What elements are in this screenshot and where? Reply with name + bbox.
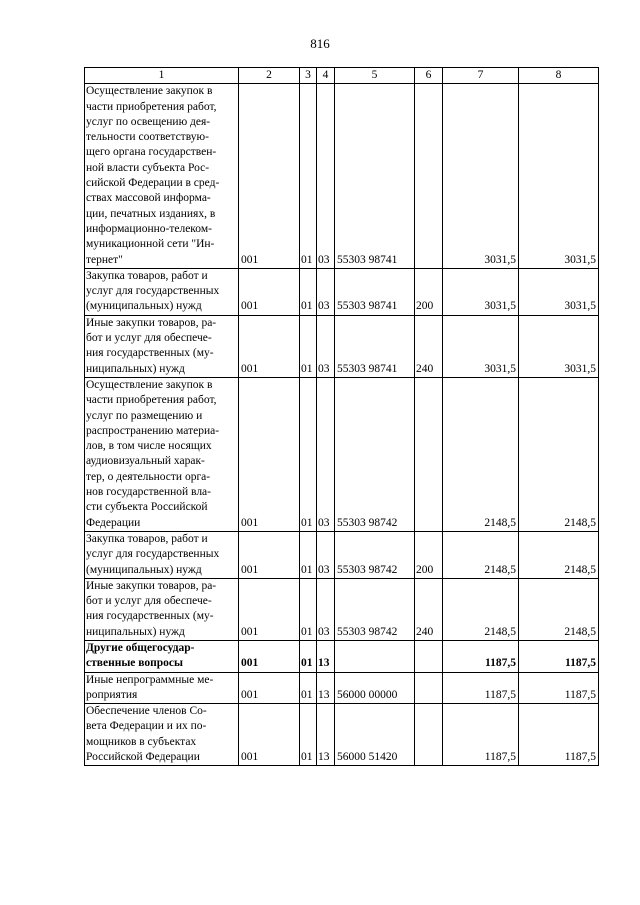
- section-cell: 01: [300, 640, 317, 672]
- section-cell: 01: [300, 578, 317, 640]
- name-cell: Иные закупки товаров, ра- бот и услуг для обеспече- ния государственных (му- ниципальных) нужд: [85, 578, 239, 640]
- amount-total-cell: 2148,5: [519, 531, 599, 578]
- target-article-cell: 56000 00000: [335, 672, 415, 704]
- table-row: [85, 531, 599, 578]
- name-cell: Закупка товаров, работ и услуг для государственных (муниципальных) нужд: [85, 531, 239, 578]
- amount-cell: 2148,5: [443, 578, 519, 640]
- target-article-cell: 55303 98741: [335, 315, 415, 377]
- amount-cell: 1187,5: [443, 704, 519, 766]
- target-article-cell: 56000 51420: [335, 704, 415, 766]
- target-article-cell: 55303 98741: [335, 84, 415, 269]
- amount-total-cell: 1187,5: [519, 640, 599, 672]
- section-cell: 01: [300, 672, 317, 704]
- header-col-8: 8: [519, 68, 599, 84]
- amount-cell: 3031,5: [443, 315, 519, 377]
- table-row: [85, 268, 599, 315]
- code-cell: 001: [239, 84, 300, 269]
- target-article-cell: [335, 640, 415, 672]
- table-row: [85, 315, 599, 377]
- expense-type-cell: [415, 377, 443, 531]
- amount-total-cell: 1187,5: [519, 672, 599, 704]
- subsection-cell: 03: [317, 531, 335, 578]
- code-cell: 001: [239, 268, 300, 315]
- amount-total-cell: 2148,5: [519, 578, 599, 640]
- name-cell: Закупка товаров, работ и услуг для государственных (муниципальных) нужд: [85, 268, 239, 315]
- amount-cell: 2148,5: [443, 531, 519, 578]
- expense-type-cell: 240: [415, 578, 443, 640]
- expense-type-cell: 240: [415, 315, 443, 377]
- header-col-7: 7: [443, 68, 519, 84]
- code-cell: 001: [239, 531, 300, 578]
- amount-cell: 1187,5: [443, 672, 519, 704]
- code-cell: 001: [239, 578, 300, 640]
- subsection-cell: 13: [317, 704, 335, 766]
- table-row: [85, 640, 599, 672]
- amount-cell: 3031,5: [443, 84, 519, 269]
- section-cell: 01: [300, 531, 317, 578]
- section-cell: 01: [300, 268, 317, 315]
- subsection-cell: 03: [317, 268, 335, 315]
- amount-total-cell: 1187,5: [519, 704, 599, 766]
- expense-type-cell: 200: [415, 531, 443, 578]
- section-cell: 01: [300, 377, 317, 531]
- name-cell: Осуществление закупок в части приобретения работ, услуг по освещению дея- тельности соответствую- щего органа государствен- ной власти субъекта Рос- сийской Федерации в сред- ствах массовой информа- ции, печатных изданиях, в информационно-телеком- муникационной сети "Ин- тернет": [85, 84, 239, 269]
- amount-total-cell: 3031,5: [519, 315, 599, 377]
- name-cell: Иные непрограммные ме- роприятия: [85, 672, 239, 704]
- header-col-1: 1: [85, 68, 239, 84]
- page-number: 816: [310, 36, 330, 51]
- subsection-cell: 03: [317, 84, 335, 269]
- expense-type-cell: [415, 84, 443, 269]
- header-col-3: 3: [300, 68, 317, 84]
- header-col-4: 4: [317, 68, 335, 84]
- table-row: [85, 84, 599, 269]
- header-col-2: 2: [239, 68, 300, 84]
- table-body: [85, 84, 599, 766]
- code-cell: 001: [239, 377, 300, 531]
- table-row: [85, 672, 599, 704]
- name-cell: Иные закупки товаров, ра- бот и услуг для обеспече- ния государственных (му- ниципальных) нужд: [85, 315, 239, 377]
- section-cell: 01: [300, 704, 317, 766]
- amount-cell: 1187,5: [443, 640, 519, 672]
- expense-type-cell: [415, 640, 443, 672]
- expense-type-cell: 200: [415, 268, 443, 315]
- amount-total-cell: 3031,5: [519, 268, 599, 315]
- table-row: [85, 377, 599, 531]
- target-article-cell: 55303 98742: [335, 531, 415, 578]
- expense-type-cell: [415, 672, 443, 704]
- name-cell: Другие общегосудар- ственные вопросы: [85, 640, 239, 672]
- header-col-6: 6: [415, 68, 443, 84]
- section-cell: 01: [300, 84, 317, 269]
- subsection-cell: 03: [317, 377, 335, 531]
- amount-total-cell: 2148,5: [519, 377, 599, 531]
- name-cell: Обеспечение членов Со- вета Федерации и их по- мощников в субъектах Российской Федерации: [85, 704, 239, 766]
- code-cell: 001: [239, 315, 300, 377]
- amount-cell: 3031,5: [443, 268, 519, 315]
- header-row: [85, 68, 599, 84]
- subsection-cell: 13: [317, 640, 335, 672]
- subsection-cell: 03: [317, 315, 335, 377]
- section-cell: 01: [300, 315, 317, 377]
- code-cell: 001: [239, 640, 300, 672]
- subsection-cell: 03: [317, 578, 335, 640]
- amount-cell: 2148,5: [443, 377, 519, 531]
- amount-total-cell: 3031,5: [519, 84, 599, 269]
- target-article-cell: 55303 98741: [335, 268, 415, 315]
- name-cell: Осуществление закупок в части приобретения работ, услуг по размещению и распространению материа- лов, в том числе носящих аудиовизуальный харак- тер, о деятельности орга- нов государственной вла- сти субъекта Российской Федерации: [85, 377, 239, 531]
- budget-table: [84, 67, 599, 766]
- table-row: [85, 704, 599, 766]
- target-article-cell: 55303 98742: [335, 578, 415, 640]
- target-article-cell: 55303 98742: [335, 377, 415, 531]
- code-cell: 001: [239, 672, 300, 704]
- code-cell: 001: [239, 704, 300, 766]
- subsection-cell: 13: [317, 672, 335, 704]
- table-row: [85, 578, 599, 640]
- expense-type-cell: [415, 704, 443, 766]
- header-col-5: 5: [335, 68, 415, 84]
